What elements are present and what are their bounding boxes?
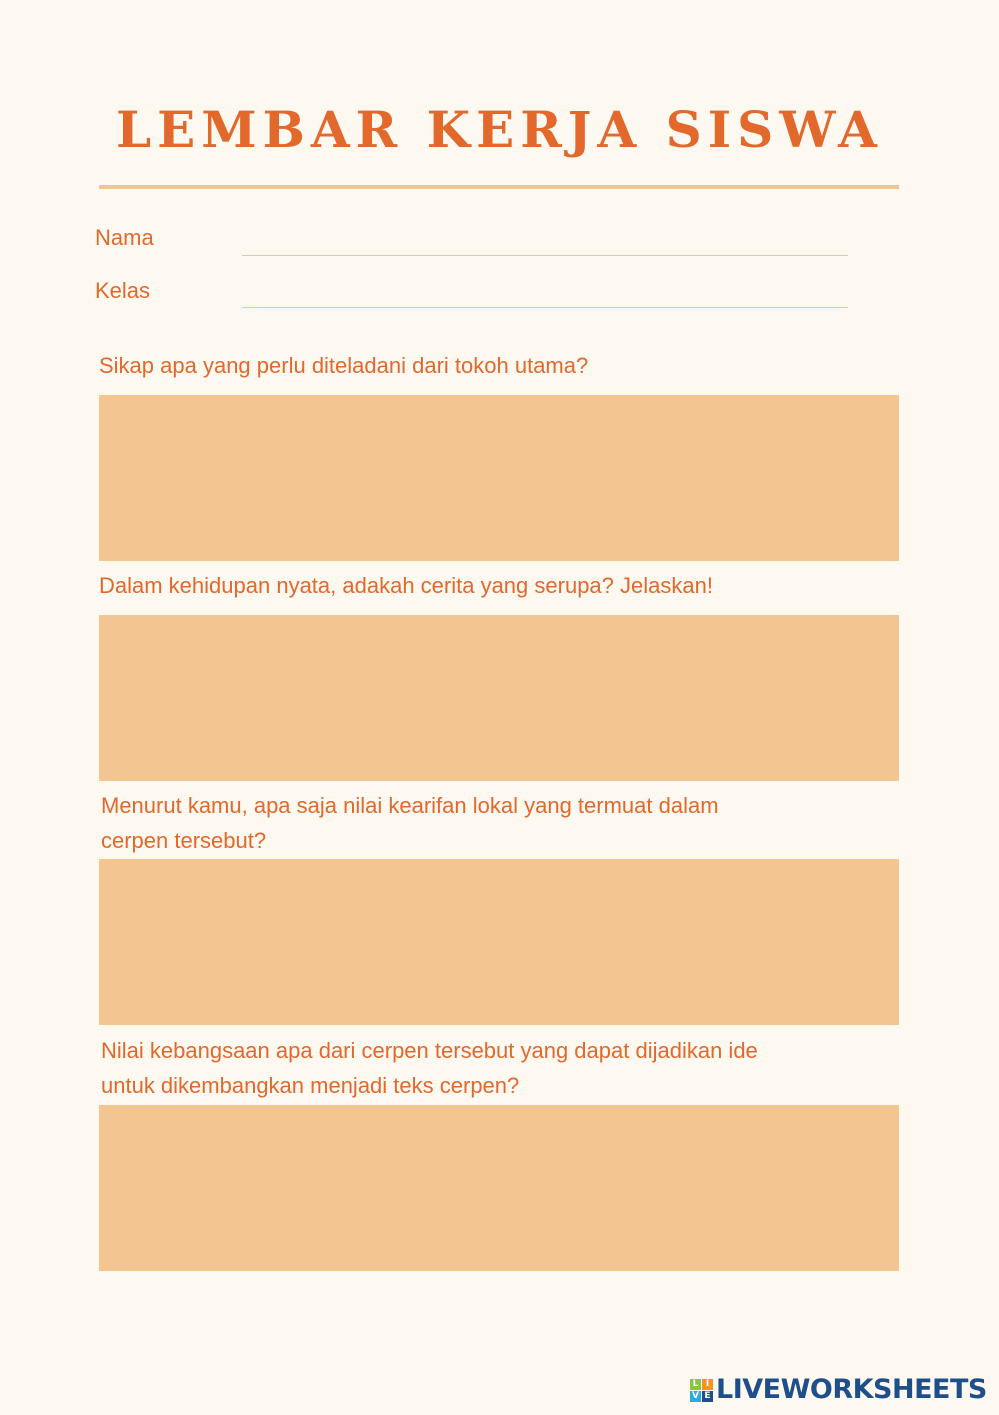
answer-box-3[interactable] bbox=[99, 859, 899, 1025]
class-label: Kelas bbox=[95, 278, 151, 303]
logo-tile-i: I bbox=[702, 1379, 713, 1390]
question-1-text: Sikap apa yang perlu diteladani dari tokoh utama? bbox=[99, 353, 589, 378]
title-divider bbox=[99, 185, 899, 189]
question-4-line-1: Nilai kebangsaan apa dari cerpen tersebut yang dapat dijadikan ide bbox=[101, 1038, 758, 1063]
liveworksheets-brand-text: LIVEWORKSHEETS bbox=[716, 1374, 987, 1405]
logo-tile-v: V bbox=[690, 1391, 701, 1402]
worksheet-title: LEMBAR KERJA SISWA bbox=[116, 100, 883, 159]
question-3 bbox=[101, 788, 719, 858]
question-2-text: Dalam kehidupan nyata, adakah cerita yang serupa? Jelaskan! bbox=[99, 573, 713, 598]
answer-box-1[interactable] bbox=[99, 395, 899, 561]
answer-box-2[interactable] bbox=[99, 615, 899, 781]
class-input-line[interactable] bbox=[242, 307, 848, 308]
question-4-line-2: untuk dikembangkan menjadi teks cerpen? bbox=[101, 1073, 520, 1098]
question-4 bbox=[101, 1033, 758, 1103]
question-3-line-1: Menurut kamu, apa saja nilai kearifan lokal yang termuat dalam bbox=[101, 793, 719, 818]
logo-tile-l: L bbox=[690, 1379, 701, 1390]
logo-tile-e: E bbox=[702, 1391, 713, 1402]
question-1 bbox=[99, 348, 588, 383]
name-input-line[interactable] bbox=[242, 255, 848, 256]
liveworksheets-logo-icon bbox=[690, 1379, 713, 1402]
question-2 bbox=[99, 568, 713, 603]
answer-box-4[interactable] bbox=[99, 1105, 899, 1271]
liveworksheets-logo[interactable] bbox=[690, 1372, 987, 1408]
name-label: Nama bbox=[95, 225, 154, 250]
question-3-line-2: cerpen tersebut? bbox=[101, 828, 267, 853]
